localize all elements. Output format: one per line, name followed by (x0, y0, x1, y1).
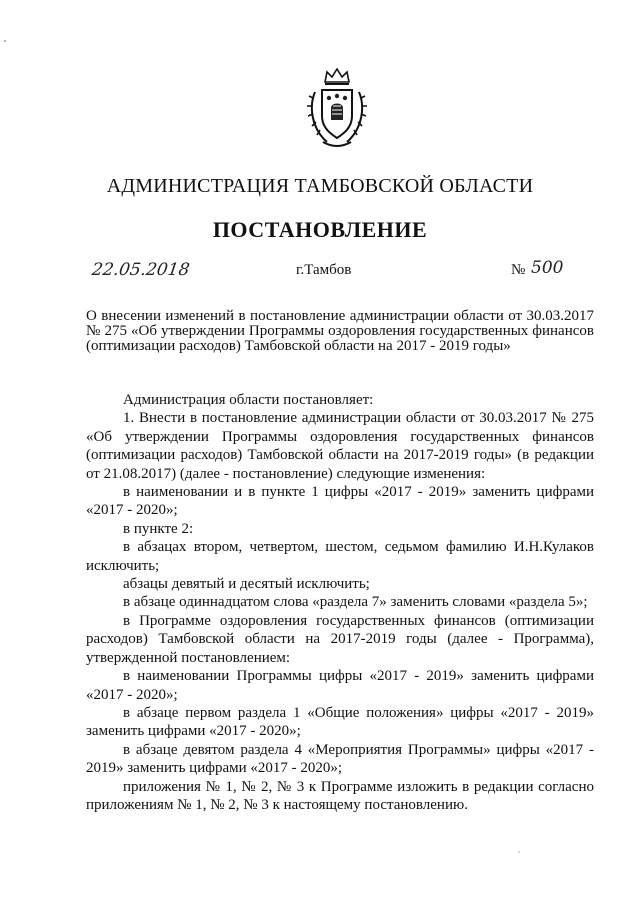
body-paragraph: 1. Внести в постановление администрации области от 30.03.2017 № 275 «Об утверждении Программы оздоровления государственных финансов (оптимизации расходов) Тамбовской области на 2017-2019 годы» (в редакции от 21.08.2017) (далее - постановление) следующие изменения: (86, 410, 594, 482)
document-city: г.Тамбов (296, 262, 352, 278)
body-paragraph: абзацы девятый и десятый исключить; (123, 576, 370, 593)
organization-name: АДМИНИСТРАЦИЯ ТАМБОВСКОЙ ОБЛАСТИ (106, 175, 534, 197)
document-number-label: № (511, 262, 526, 278)
body-paragraph: в пункте 2: (123, 520, 194, 537)
document-date: 22.05.2018 (90, 260, 191, 280)
document-type-title: ПОСТАНОВЛЕНИЕ (212, 217, 428, 242)
body-paragraph: Администрация области постановляет: (123, 392, 374, 408)
body-paragraph: в абзаце одиннадцатом слова «раздела 7» заменить словами «раздела 5»; (123, 594, 588, 611)
body-paragraph: в наименовании и в пункте 1 цифры «2017 - 2019» заменить цифрами «2017 - 2020»; (86, 484, 594, 519)
document-subject: О внесении изменений в постановление администрации области от 30.03.2017 № 275 «Об утверждении Программы оздоровления государственных финансов (оптимизации расходов) Тамбовской области на 2017 - 2019 годы» (86, 308, 594, 354)
body-paragraph: приложения № 1, № 2, № 3 к Программе изложить в редакции согласно приложениям № 1, № 2, № 3 к настоящему постановлению. (86, 778, 594, 813)
document-number: 500 (531, 258, 564, 278)
body-paragraph: в абзацах втором, четвертом, шестом, седьмом фамилию И.Н.Кулаков исключить; (86, 539, 594, 574)
body-paragraph: в наименовании Программы цифры «2017 - 2019» заменить цифрами «2017 - 2020»; (86, 668, 594, 703)
body-paragraph: в абзаце девятом раздела 4 «Мероприятия Программы» цифры «2017 - 2019» заменить цифрами «2017 - 2020»; (86, 741, 594, 777)
body-paragraph: в абзаце первом раздела 1 «Общие положения» цифры «2017 - 2019» заменить цифрами «2017 - 2020»; (86, 704, 594, 740)
body-paragraph: в Программе оздоровления государственных финансов (оптимизации расходов) Тамбовской области на 2017-2019 годы (далее - Программа), утвержденной постановлением: (86, 612, 594, 666)
